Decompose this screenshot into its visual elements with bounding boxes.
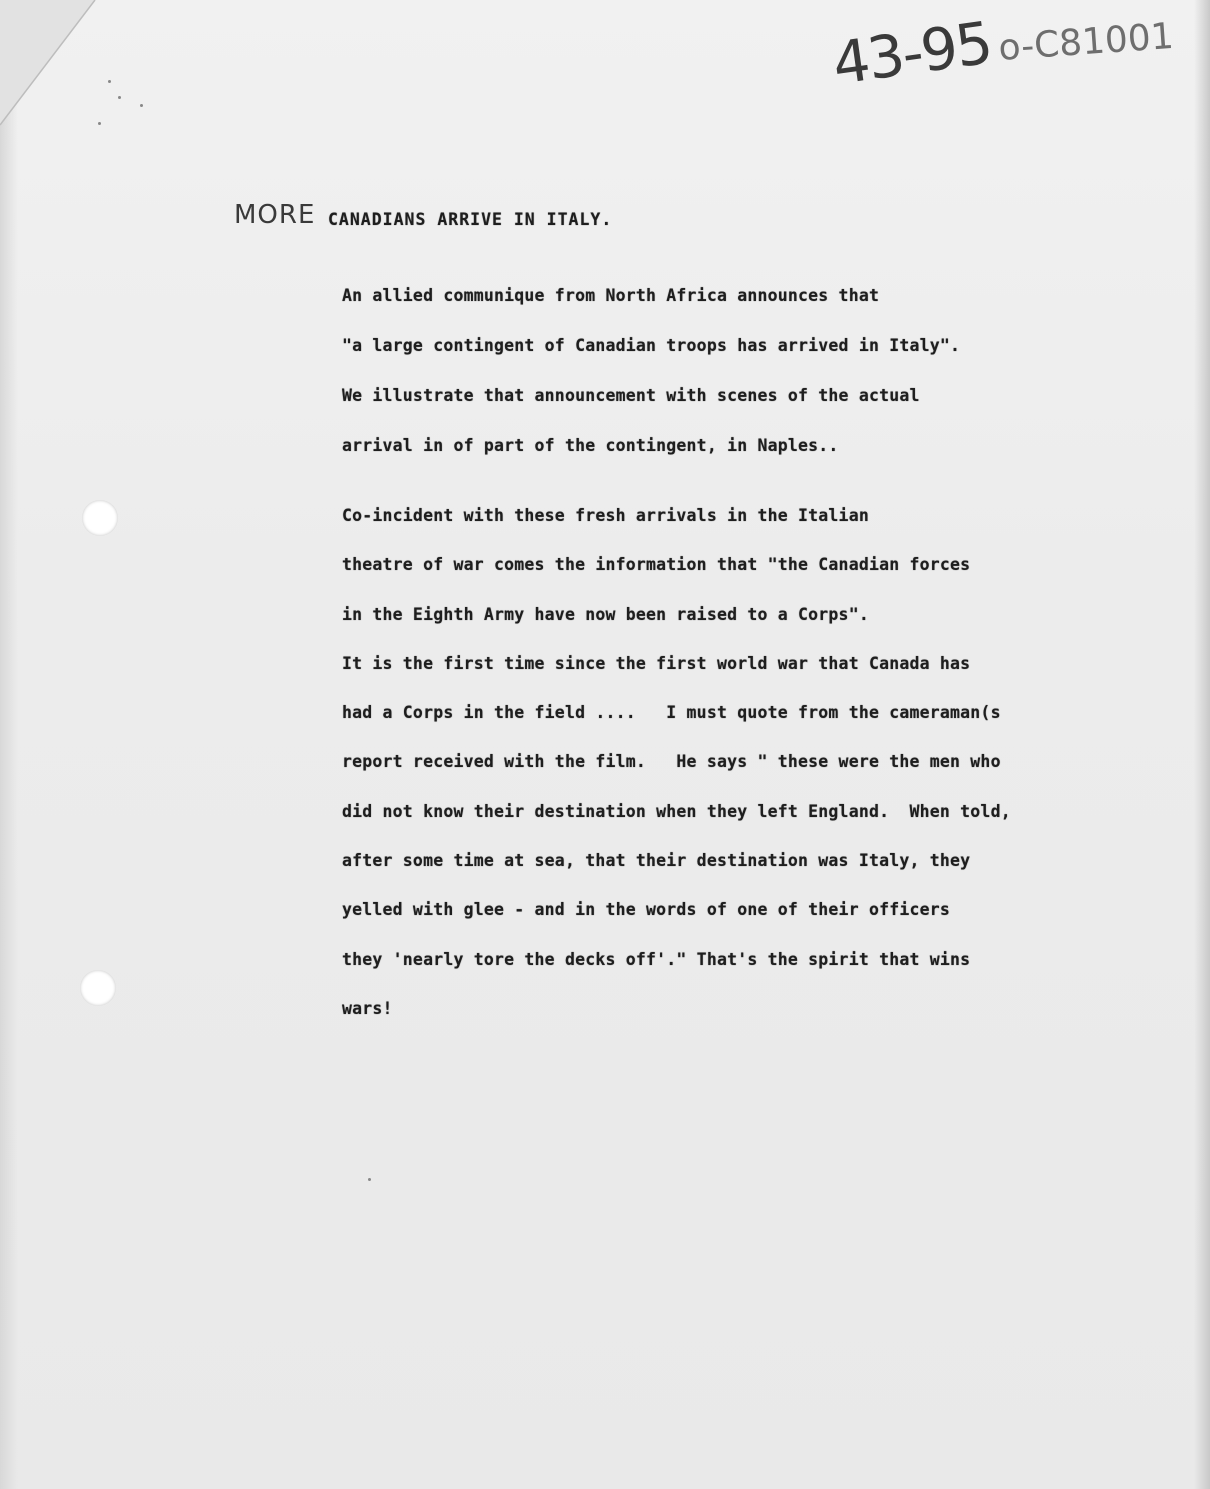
paragraph-2 [342, 504, 1011, 1046]
paragraph-1 [342, 284, 960, 484]
text-line: Co-incident with these fresh arrivals in the Italian [342, 506, 869, 525]
text-line: they 'nearly tore the decks off'." That's the spirit that wins [342, 949, 971, 969]
page-right-edge [1194, 0, 1210, 1489]
text-line: in the Eighth Army have now been raised to a Corps". [342, 604, 869, 624]
text-line: wars! [342, 998, 393, 1018]
page-left-edge [0, 0, 18, 1489]
scan-speck [108, 80, 111, 83]
text-line: arrival in of part of the contingent, in Naples.. [342, 436, 839, 455]
handwritten-reference-code: o-C81001 [997, 15, 1175, 70]
scan-speck [140, 104, 143, 107]
text-line: "a large contingent of Canadian troops has arrived in Italy". [342, 336, 961, 355]
handwritten-more-note: MORE [234, 200, 316, 230]
headline: CANADIANS ARRIVE IN ITALY. [328, 210, 613, 229]
text-line: theatre of war comes the information that "the Canadian forces [342, 555, 971, 575]
text-line: after some time at sea, that their destination was Italy, they [342, 851, 971, 871]
scan-speck [118, 96, 121, 99]
text-line: It is the first time since the first world war that Canada has [342, 653, 971, 673]
scan-speck [368, 1178, 371, 1181]
punch-hole-lower [80, 970, 116, 1006]
text-line: did not know their destination when they left England. When told, [342, 801, 1011, 821]
text-line: yelled with glee - and in the words of one of their officers [342, 900, 951, 920]
punch-hole-upper [82, 500, 118, 536]
folded-corner [0, 0, 120, 135]
text-line: An allied communique from North Africa announces that [342, 286, 880, 305]
text-line: had a Corps in the field .... I must quote from the cameraman(s [342, 703, 1001, 723]
scan-speck [98, 122, 101, 125]
text-line: report received with the film. He says " these were the men who [342, 752, 1001, 772]
text-line: We illustrate that announcement with scenes of the actual [342, 386, 920, 405]
handwritten-reference-number: 43-95 [828, 8, 996, 98]
